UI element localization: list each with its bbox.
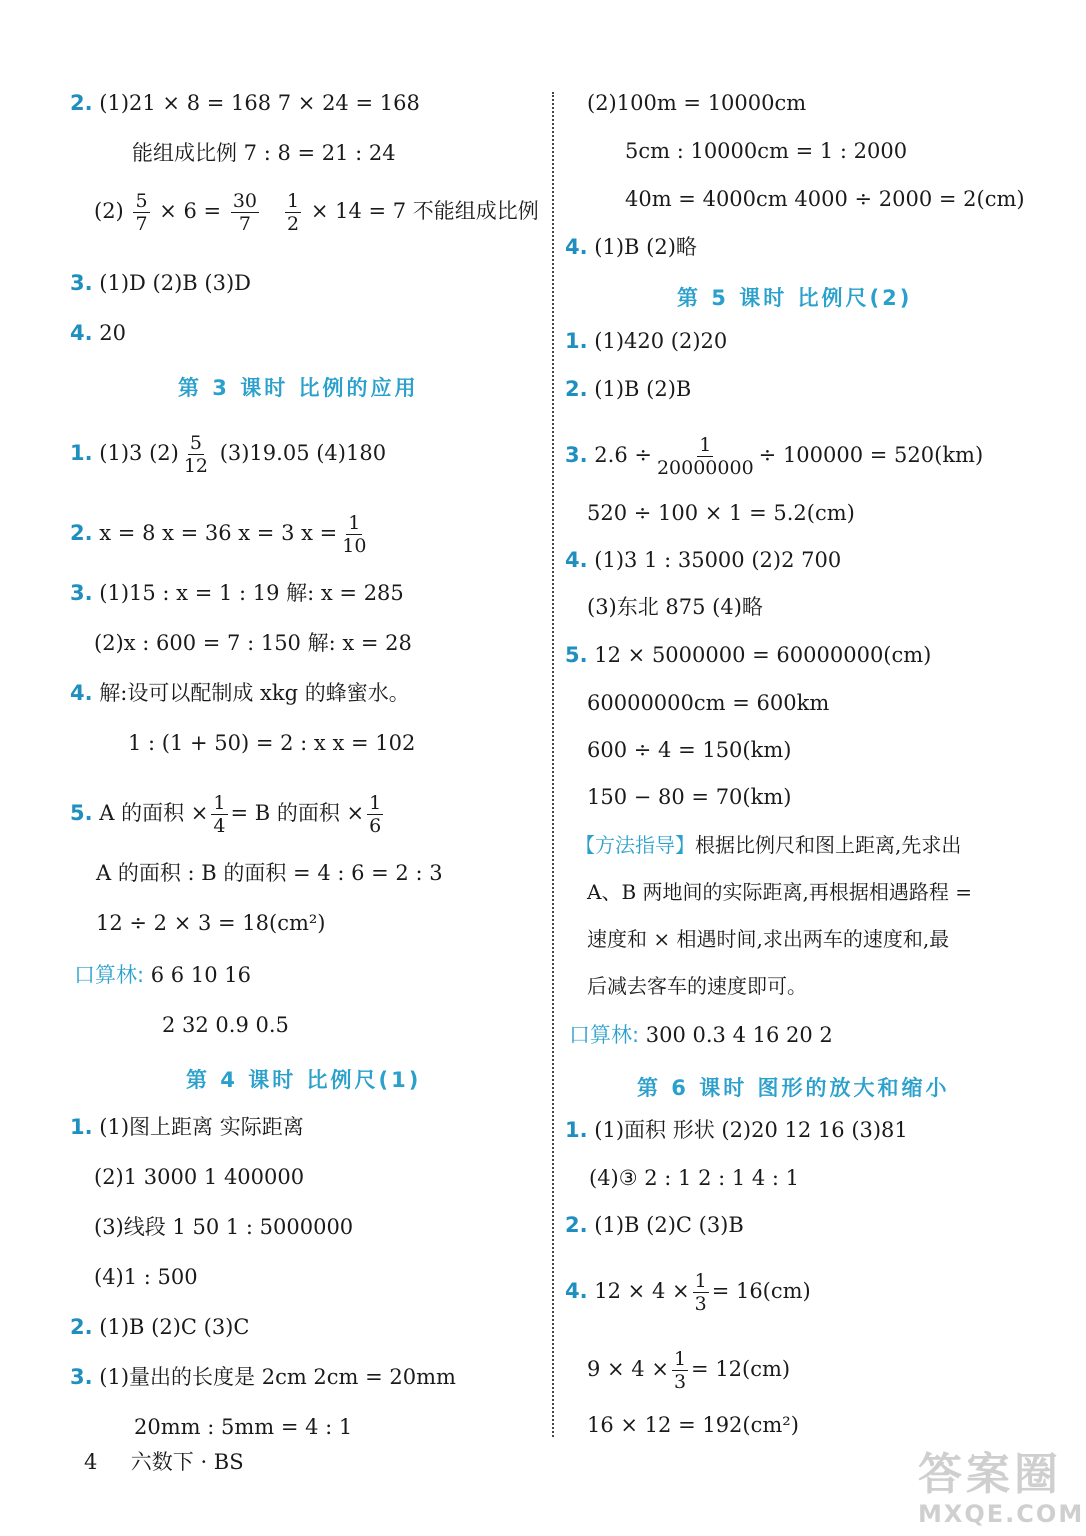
l5q4-line1: 4. (1)3 1 : 35000 (2)2 700: [565, 548, 842, 572]
l5q2-line: 2. (1)B (2)B: [565, 377, 692, 401]
l3q5-line1: 5. A 的面积 × $\frac{1}{4}$ = B 的面积 × $\frac{1}{6}$: [70, 792, 382, 837]
l5q5-line3: 600 ÷ 4 = 150(km): [587, 738, 792, 762]
l5q5-line4: 150 − 80 = 70(km): [587, 785, 792, 809]
column-divider: [552, 92, 554, 1437]
l4q3-line2: 20mm : 5mm = 4 : 1: [134, 1415, 353, 1439]
method-guide-line4: 后减去客车的速度即可。: [587, 974, 807, 998]
l6q4-line1: 4. 12 × 4 × $\frac{1}{3}$ = 16(cm): [565, 1270, 811, 1315]
l3q5-line3: 12 ÷ 2 × 3 = 18(cm²): [96, 911, 326, 935]
l4q1-line3: (3)线段 1 50 1 : 5000000: [94, 1215, 354, 1239]
l6q4-line2: 9 × 4 × $\frac{1}{3}$ = 12(cm): [587, 1348, 791, 1393]
l5q5-line2: 60000000cm = 600km: [587, 691, 830, 715]
page-footer: [84, 1446, 244, 1476]
l4q1-line2: (2)1 3000 1 400000: [94, 1165, 305, 1189]
r-line3: 40m = 4000cm 4000 ÷ 2000 = 2(cm): [625, 187, 1025, 211]
l4q3-line1: 3. (1)量出的长度是 2cm 2cm = 20mm: [70, 1365, 456, 1389]
l3q2-line: 2. x = 8 x = 36 x = 3 x = $\frac{1}{10}$: [70, 512, 367, 557]
l3q1-line: 1. (1)3 (2) $\frac{5}{12}$ (3)19.05 (4)180: [70, 432, 387, 477]
l4q2-line: 2. (1)B (2)C (3)C: [70, 1315, 250, 1339]
fraction: $\frac{5}{12}$: [183, 432, 208, 477]
q2-line2: 能组成比例 7 : 8 = 21 : 24: [132, 141, 396, 165]
l6q4-line3: 16 × 12 = 192(cm²): [587, 1413, 799, 1437]
fraction: $\frac{1}{20000000}$: [656, 434, 754, 479]
fraction: $\frac{30}{7}$: [232, 190, 257, 235]
r-q4-line: 4. (1)B (2)略: [565, 235, 697, 259]
fraction: $\frac{1}{4}$: [213, 792, 226, 837]
fraction: $\frac{1}{2}$: [287, 190, 300, 235]
oral-left-line2: 2 32 0.9 0.5: [162, 1013, 289, 1037]
l5q5-line1: 5. 12 × 5000000 = 60000000(cm): [565, 643, 932, 667]
method-guide-line2: A、B 两地间的实际距离,再根据相遇路程 =: [587, 880, 972, 904]
method-guide-line1: 【方法指导】根据比例尺和图上距离,先求出: [575, 833, 962, 857]
q2-line3: (2) $\frac{5}{7}$ × 6 = $\frac{30}{7}$ $\frac{1}{2}$ × 14 = 7 不能组成比例: [94, 190, 539, 235]
lesson5-title: 第 5 课时 比例尺(2): [677, 286, 913, 310]
oral-left-line1: 口算林: 6 6 10 16: [74, 963, 251, 987]
q3-line: 3. (1)D (2)B (3)D: [70, 271, 251, 295]
watermark-logo: 答案圈 MXQE.COM: [918, 1449, 1085, 1528]
fraction: $\frac{1}{10}$: [342, 512, 367, 557]
lesson4-title: 第 4 课时 比例尺(1): [186, 1068, 422, 1092]
l5q3-line2: 520 ÷ 100 × 1 = 5.2(cm): [587, 501, 855, 525]
l3q5-line2: A 的面积 : B 的面积 = 4 : 6 = 2 : 3: [96, 861, 443, 885]
fraction: $\frac{1}{6}$: [369, 792, 382, 837]
q2-line1: 2. (1)21 × 8 = 168 7 × 24 = 168: [70, 91, 420, 115]
fraction: $\frac{1}{3}$: [694, 1270, 707, 1315]
l4q1-line4: (4)1 : 500: [94, 1265, 198, 1289]
oral-right-line: 口算林: 300 0.3 4 16 20 2: [569, 1023, 833, 1047]
l6q1-line1: 1. (1)面积 形状 (2)20 12 16 (3)81: [565, 1118, 908, 1142]
l3q4-line1: 4. 解:设可以配制成 xkg 的蜂蜜水。: [70, 681, 410, 705]
method-guide-line3: 速度和 × 相遇时间,求出两车的速度和,最: [587, 927, 950, 951]
l4q1-line1: 1. (1)图上距离 实际距离: [70, 1115, 304, 1139]
l6q2-line: 2. (1)B (2)C (3)B: [565, 1213, 744, 1237]
lesson6-title: 第 6 课时 图形的放大和缩小: [637, 1076, 950, 1100]
fraction: $\frac{5}{7}$: [135, 190, 148, 235]
l3q4-line2: 1 : (1 + 50) = 2 : x x = 102: [128, 731, 416, 755]
l3q3-line2: (2)x : 600 = 7 : 150 解: x = 28: [94, 631, 412, 655]
lesson3-title: 第 3 课时 比例的应用: [178, 376, 419, 400]
l5q1-line: 1. (1)420 (2)20: [565, 329, 728, 353]
l5q4-line2: (3)东北 875 (4)略: [587, 595, 763, 619]
l6q1-line2: (4)③ 2 : 1 2 : 1 4 : 1: [589, 1166, 800, 1190]
q4-line: 4. 20: [70, 321, 127, 345]
page-number: 4: [84, 1450, 98, 1474]
fraction: $\frac{1}{3}$: [673, 1348, 687, 1393]
l3q3-line1: 3. (1)15 : x = 1 : 19 解: x = 285: [70, 581, 404, 605]
r-line2: 5cm : 10000cm = 1 : 2000: [625, 139, 908, 163]
l5q3-line1: 3. 2.6 ÷ $\frac{1}{20000000}$ ÷ 100000 = 520(km): [565, 434, 984, 479]
book-label: 六数下 · BS: [130, 1450, 244, 1474]
r-line1: (2)100m = 10000cm: [587, 91, 807, 115]
